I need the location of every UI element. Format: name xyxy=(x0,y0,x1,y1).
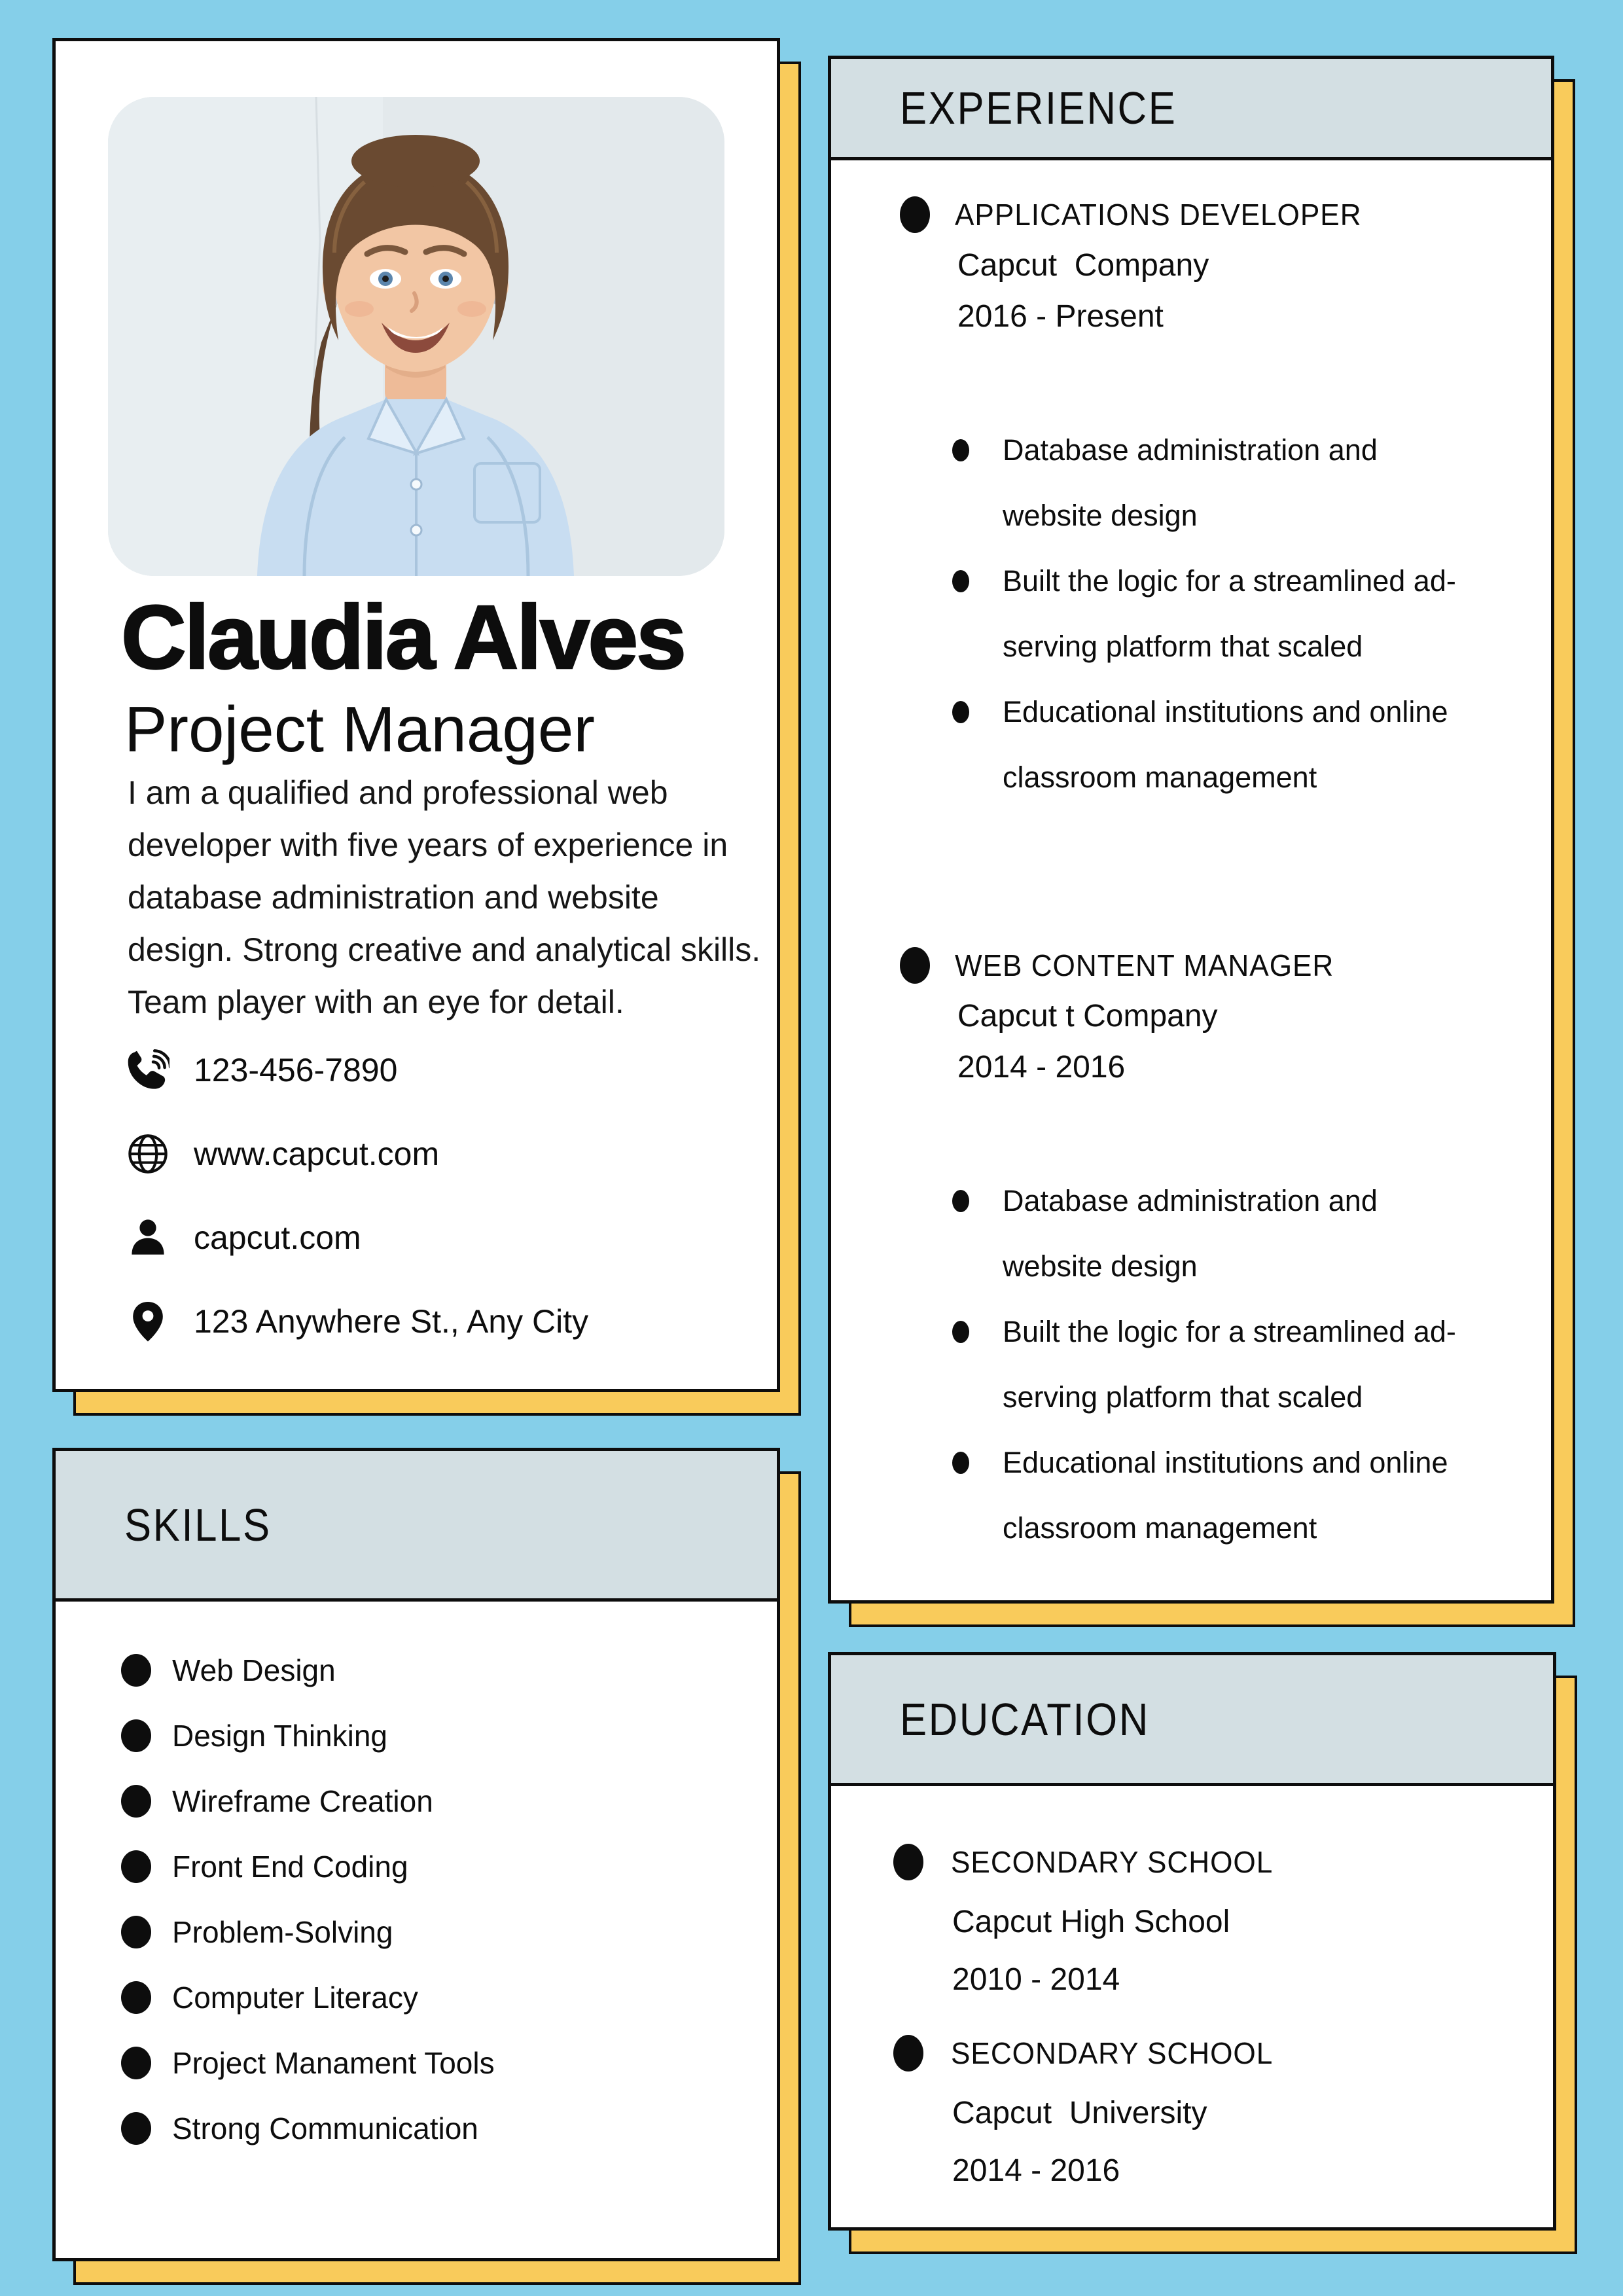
skill-label: Problem-Solving xyxy=(172,1915,393,1949)
skill-item xyxy=(121,1768,777,1834)
experience-role-row xyxy=(900,947,1512,984)
contact-list xyxy=(124,1028,777,1363)
summary-text xyxy=(128,766,777,1028)
education-body xyxy=(831,1844,1553,2187)
person-role: Project Manager xyxy=(124,693,596,765)
skill-label: Front End Coding xyxy=(172,1850,408,1884)
user-icon xyxy=(124,1214,171,1261)
bullet-line: Built the logic for a streamlined ad- xyxy=(1003,1315,1456,1348)
bullet-dot-icon xyxy=(952,1190,969,1212)
bullet-dot-icon xyxy=(952,1452,969,1474)
skills-card xyxy=(52,1448,780,2261)
experience-bullet-list xyxy=(1003,1168,1512,1561)
experience-bullet xyxy=(1003,418,1512,548)
skill-item xyxy=(121,2096,777,2161)
phone-icon xyxy=(124,1047,171,1094)
bullet-line: Database administration and xyxy=(1003,1184,1378,1217)
date-range: 2016 - Present xyxy=(957,299,1164,334)
bullet-line: serving platform that scaled xyxy=(1003,1380,1363,1414)
skill-item xyxy=(121,1638,777,1703)
education-card xyxy=(828,1652,1556,2231)
education-level: SECONDARY SCHOOL xyxy=(951,1845,1274,1879)
date-range: 2014 - 2016 xyxy=(952,2153,1120,2188)
bullet-dot-icon xyxy=(952,570,969,592)
bullet-dot-icon xyxy=(893,2035,923,2072)
skill-item xyxy=(121,1834,777,1899)
contact-website xyxy=(124,1112,777,1196)
person-name: Claudia Alves xyxy=(121,587,685,688)
school-name: Capcut High School xyxy=(952,1905,1230,1939)
bullet-dot-icon xyxy=(121,1719,151,1752)
experience-role-row xyxy=(900,196,1512,233)
bullet-dot-icon xyxy=(900,196,930,233)
job-title: WEB CONTENT MANAGER xyxy=(955,948,1334,982)
summary-line: developer with five years of experience in xyxy=(128,827,728,863)
education-level-row xyxy=(893,2035,1514,2072)
skill-label: Web Design xyxy=(172,1653,336,1687)
summary-line: Team player with an eye for detail. xyxy=(128,984,624,1020)
education-heading: EDUCATION xyxy=(900,1693,1150,1745)
bullet-line: website design xyxy=(1003,499,1198,532)
username: capcut.com xyxy=(194,1219,361,1256)
education-entry xyxy=(893,1844,1514,1996)
experience-bullet xyxy=(1003,548,1512,679)
summary-line: database administration and website xyxy=(128,879,659,916)
experience-bullet xyxy=(1003,1299,1512,1430)
experience-bullet xyxy=(1003,679,1512,810)
experience-bullet xyxy=(1003,1168,1512,1299)
skills-card-body xyxy=(52,1448,780,2261)
bullet-line: Database administration and xyxy=(1003,433,1378,467)
school-name: Capcut University xyxy=(952,2096,1207,2130)
bullet-dot-icon xyxy=(900,947,930,984)
experience-bullet xyxy=(1003,1430,1512,1561)
summary-line: design. Strong creative and analytical skills. xyxy=(128,931,761,968)
skill-item xyxy=(121,1899,777,1965)
bullet-dot-icon xyxy=(121,1654,151,1687)
bullet-dot-icon xyxy=(121,2112,151,2145)
phone-number: 123-456-7890 xyxy=(194,1052,398,1088)
experience-card-body xyxy=(828,56,1554,1604)
contact-address xyxy=(124,1280,777,1363)
skills-heading: SKILLS xyxy=(124,1499,272,1551)
location-icon xyxy=(124,1298,171,1345)
experience-entry xyxy=(900,196,1512,810)
education-level-row xyxy=(893,1844,1514,1880)
bullet-dot-icon xyxy=(893,1844,923,1880)
experience-card xyxy=(828,56,1554,1604)
skill-item xyxy=(121,1965,777,2030)
experience-entry xyxy=(900,947,1512,1561)
address: 123 Anywhere St., Any City xyxy=(194,1303,589,1340)
bullet-line: classroom management xyxy=(1003,761,1317,794)
bullet-dot-icon xyxy=(121,1981,151,2014)
experience-heading: EXPERIENCE xyxy=(900,82,1177,134)
profile-photo xyxy=(108,97,724,576)
bullet-line: Educational institutions and online xyxy=(1003,1446,1448,1479)
profile-card-body xyxy=(52,38,780,1392)
skill-label: Computer Literacy xyxy=(172,1981,418,2015)
bullet-line: Educational institutions and online xyxy=(1003,695,1448,728)
education-card-body xyxy=(828,1652,1556,2231)
date-range: 2014 - 2016 xyxy=(957,1050,1126,1085)
experience-bullet-list xyxy=(1003,418,1512,810)
website-url: www.capcut.com xyxy=(194,1136,440,1172)
summary-line: I am a qualified and professional web xyxy=(128,774,668,811)
education-entry xyxy=(893,2035,1514,2187)
job-title: APPLICATIONS DEVELOPER xyxy=(955,198,1362,232)
bullet-line: serving platform that scaled xyxy=(1003,630,1363,663)
skills-list xyxy=(56,1602,777,2161)
profile-card xyxy=(52,38,780,1392)
date-range: 2010 - 2014 xyxy=(952,1962,1120,1997)
contact-phone xyxy=(124,1028,777,1112)
bullet-dot-icon xyxy=(121,1850,151,1883)
bullet-line: website design xyxy=(1003,1249,1198,1283)
education-header-band xyxy=(831,1655,1553,1786)
woman-portrait-illustration xyxy=(108,97,724,576)
skill-label: Design Thinking xyxy=(172,1719,388,1753)
education-level: SECONDARY SCHOOL xyxy=(951,2036,1274,2070)
bullet-dot-icon xyxy=(952,1321,969,1343)
bullet-dot-icon xyxy=(121,1916,151,1948)
bullet-line: Built the logic for a streamlined ad- xyxy=(1003,564,1456,598)
experience-header-band xyxy=(831,59,1551,160)
skill-label: Wireframe Creation xyxy=(172,1784,433,1818)
skills-header-band xyxy=(56,1451,777,1602)
company-name: Capcut Company xyxy=(957,248,1209,283)
contact-username xyxy=(124,1196,777,1280)
company-name: Capcut t Company xyxy=(957,999,1218,1033)
bullet-line: classroom management xyxy=(1003,1511,1317,1545)
skill-label: Project Manament Tools xyxy=(172,2046,495,2080)
skill-item xyxy=(121,1703,777,1768)
skill-item xyxy=(121,2030,777,2096)
experience-body xyxy=(831,196,1551,1561)
globe-icon xyxy=(124,1130,171,1177)
bullet-dot-icon xyxy=(952,439,969,461)
bullet-dot-icon xyxy=(121,1785,151,1818)
bullet-dot-icon xyxy=(121,2047,151,2079)
bullet-dot-icon xyxy=(952,701,969,723)
skill-label: Strong Communication xyxy=(172,2111,478,2145)
